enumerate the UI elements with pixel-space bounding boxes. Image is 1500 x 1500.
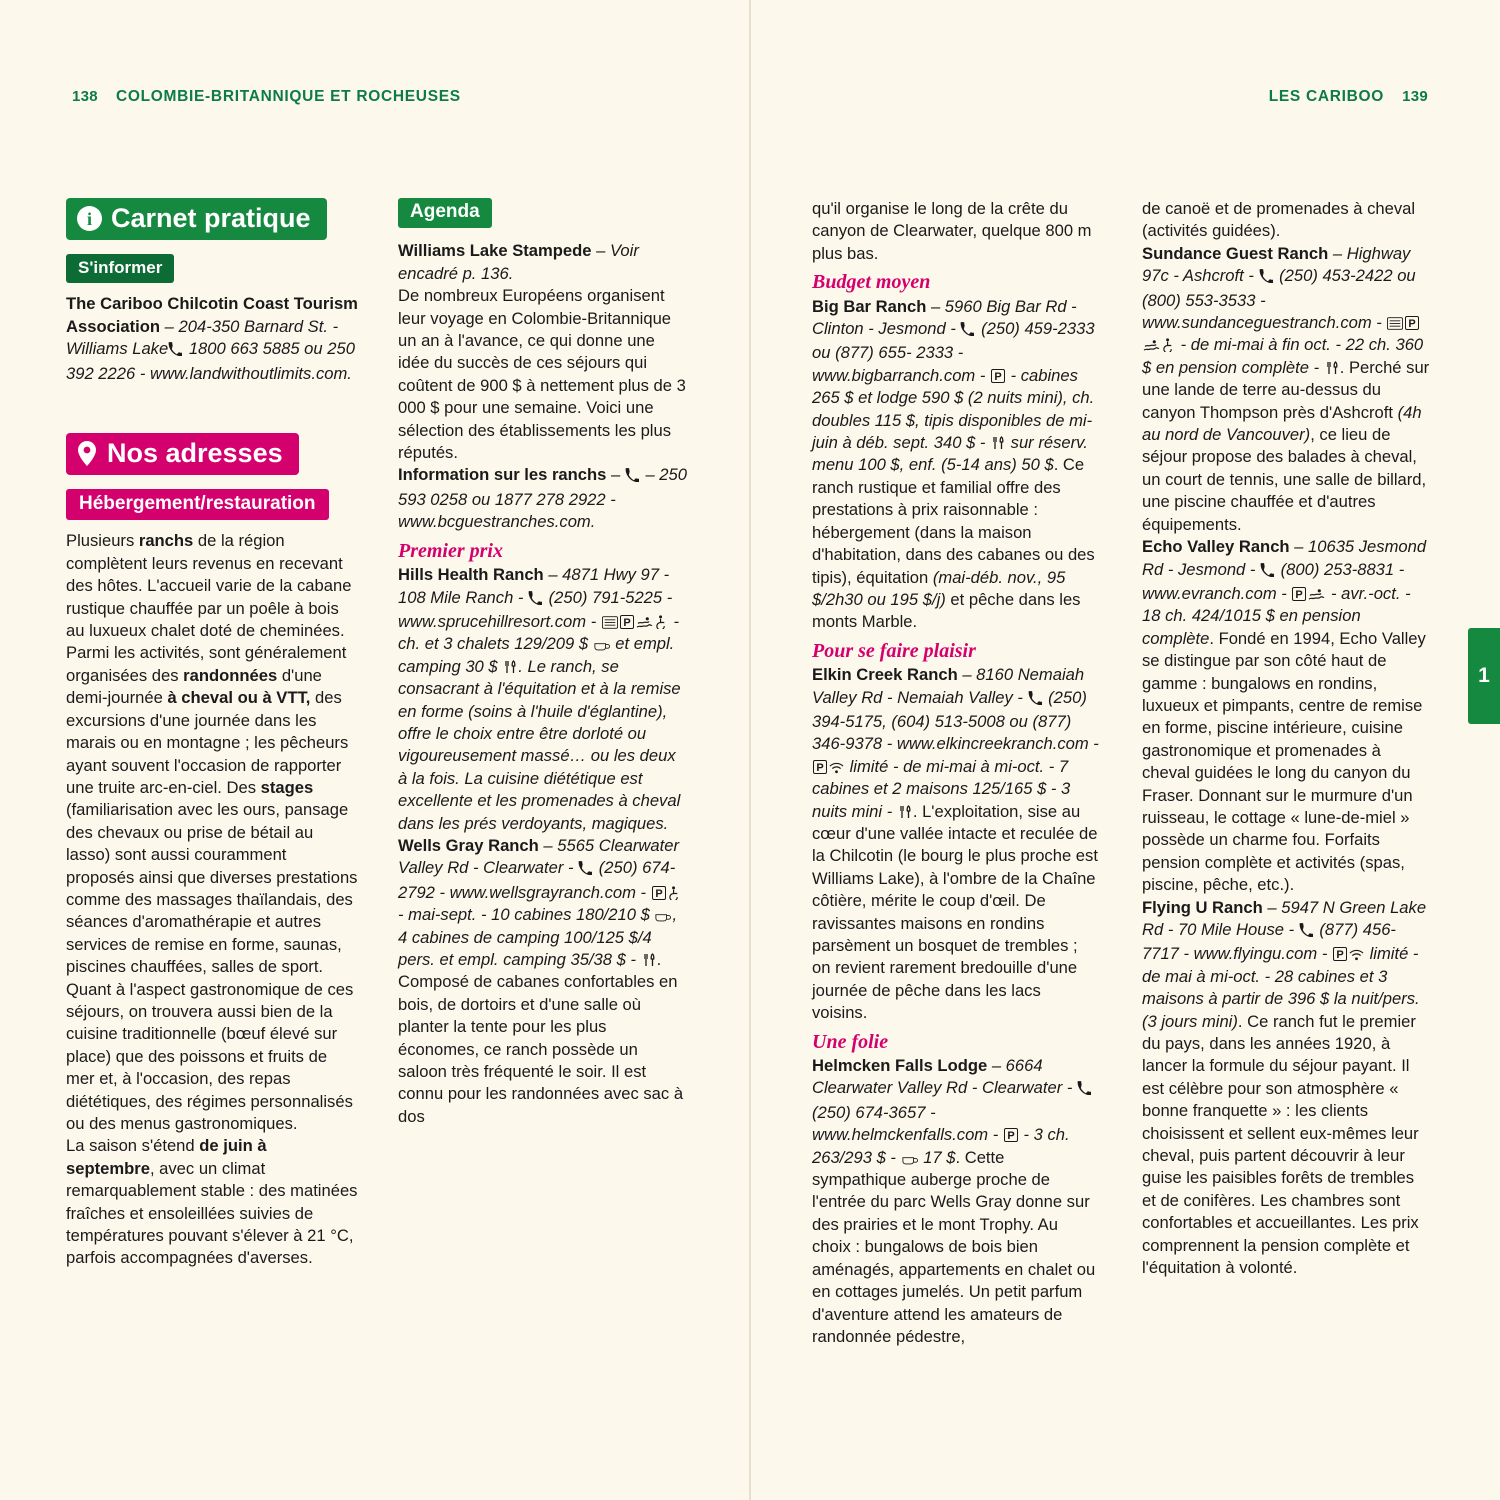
parking-icon (1405, 316, 1419, 330)
entry-williams-lake-stampede (398, 240, 688, 285)
echo-description: . Fondé en 1994, Echo Valley se distingue par son côté haut de gamme : bungalows en rondins, luxueux et pimpants, centre de remise en forme, piscine intérieure, cuisine gastronomique et promenades à cheval guidées le long du canyon du Fraser. Donnant sur le murmure d'un ruisseau, le cottage « lune-de-miel » possède un charme fou. Forfaits pension complète et activités (spas, piscine, pêche, etc.). (1142, 628, 1426, 895)
hills-description: . Le ranch, se consacrant à l'équitation et à la remise en forme (soins à l'huile d'églantine), offre le choix entre être dorloté ou vigoureusement massé… ou les deux à la fois. La cuisine diététique est excellente et les promenades à cheval dans les prés verdoyants, magiques. (398, 656, 681, 833)
phone-icon (1077, 1079, 1091, 1101)
text-frag-italic: limité - de mai à mi-oct. - 28 cabines et 3 maisons à partir de 396 $ la nuit/pers. (3 jours mini) (1142, 944, 1420, 1031)
info-icon: i (77, 206, 102, 231)
sundance-description: . Perché sur une lande de terre au-dessus du canyon Thompson près d'Ashcroft (1142, 357, 1430, 422)
svg-text:P: P (623, 616, 631, 629)
phone-icon (1299, 921, 1313, 943)
echo-name: Echo Valley Ranch (1142, 537, 1290, 557)
text-frag-italic: - 3 ch. 263/293 $ - (812, 1125, 1070, 1167)
entry-elkin-creek-ranch (812, 664, 1100, 1025)
subheading-hebergement: Hébergement/restauration (66, 489, 329, 520)
heading-carnet-pratique (66, 198, 327, 240)
breakfast-icon (594, 640, 610, 651)
rubric-pour-se-faire-plaisir: Pour se faire plaisir (812, 639, 976, 662)
runhead-left-title: COLOMBIE-BRITANNIQUE ET ROCHEUSES (115, 88, 461, 105)
entry-information-ranchs (398, 464, 688, 533)
phone-icon (625, 466, 639, 488)
text-frag-italic: – 5565 Clearwater Valley Rd - Clearwater - (398, 835, 680, 878)
phone-icon (1259, 267, 1273, 289)
sundance-name: Sundance Guest Ranch (1142, 243, 1329, 263)
column-2 (398, 198, 688, 1128)
column-3 (812, 198, 1100, 1348)
svg-text:P: P (1007, 1130, 1015, 1143)
running-head-right (1269, 88, 1428, 106)
text-frag: La saison s'étend (66, 1136, 200, 1156)
text-frag-italic: – 5960 Big Bar Rd - Clinton - Jesmond - (812, 296, 1077, 339)
bigbar-description-italic: (mai-déb. nov., 95 $/2h30 ou 195 $/j) (812, 567, 1066, 609)
text-frag-italic: – Highway 97c - Ashcroft - (1142, 243, 1411, 286)
elkin-description: . L'exploitation, sise au cœur d'une vallée intacte et reculée de la Chilcotin (le bourg le plus proche est Williams Lake), à l'ombre de la Chaîne côtière, mérite le coup d'œil. De ravissantes maisons en rondins parsèment un bosquet de trembles ; on revient rarement bredouille d'une journée de pêche dans les lacs voisins. (812, 801, 1098, 1023)
bigbar-description-end: et pêche dans les monts Marble. (812, 589, 1081, 632)
text-frag-italic: (250) 459-2333 ou (877) 655- 2333 - www.bigbarranch.com - (812, 319, 1095, 385)
text-frag-italic: - avr.-oct. - 18 ch. 424/1015 $ en pension complète (1142, 583, 1411, 648)
tourism-association-name: The Cariboo Chilcotin Coast Tourism Association (66, 294, 358, 336)
text-frag-italic: (250) 791-5225 - www.sprucehillresort.com - (398, 587, 673, 631)
text-frag-italic: 17 $ (918, 1147, 956, 1167)
swimming-pool-icon (1308, 588, 1325, 601)
entry-hills-health-ranch (398, 564, 688, 835)
svg-text:P: P (1295, 588, 1304, 601)
text-frag-italic: - cabines 265 $ et lodge 590 $ (2 nuits mini), ch. doubles 115 $, tipis disponibles de mi-juin à déb. sept. 340 $ - (812, 365, 1095, 453)
restaurant-icon (503, 660, 517, 674)
heading-nos-adresses-label: Nos adresses (107, 438, 283, 469)
elkin-name: Elkin Creek Ranch (812, 665, 958, 685)
text-frag: des excursions d'une journée dans les marais ou en montagne ; les pêcheurs ayant souvent l'occasion de rapporter une truite arc-en-ciel. Des (66, 688, 349, 797)
text-frag-italic: (250) 453-2422 ou (800) 553-3533 - www.sundanceguestranch.com - (1142, 266, 1416, 333)
svg-text:P: P (816, 761, 824, 774)
paragraph-continuation-wells: qu'il organise le long de la crête du canyon de Clearwater, quelque 800 m plus bas. (812, 199, 1092, 263)
phone-icon (528, 589, 542, 611)
text-frag-italic: – 5947 N Green Lake Rd - 70 Mile House - (1142, 897, 1427, 939)
text-frag: (familiarisation avec les ours, pansage des chevaux ou prise de bétail au lasso) sont aussi couramment proposés ainsi que diverses prestations comme des massages thaïlandais, des séances d'aromathérapie et autres services de remise en forme, saunas, piscines chauffées, salles de sport. Quant à l'aspect gastronomique de ces séjours, on trouvera aussi bien de la cuisine traditionnelle (bœuf élevé sur place) que des poissons et fruits de mer et, à l'occasion, des repas diététiques, des régimes personnalisés ou des menus gastronomiques. (66, 800, 358, 1133)
svg-text:P: P (994, 370, 1002, 383)
wheelchair-icon (668, 886, 681, 900)
wheelchair-icon (655, 615, 668, 629)
sundance-description-italic: (4h au nord de Vancouver) (1142, 402, 1422, 445)
breakfast-icon (902, 1154, 918, 1165)
text-frag-italic: et empl. camping 30 $ (398, 634, 675, 676)
runhead-right-title: LES CARIBOO (1268, 88, 1385, 105)
page-gutter (749, 0, 751, 1500)
svg-text:P: P (655, 887, 663, 900)
stampede-ref: – Voir encadré p. 136. (398, 241, 639, 283)
breakfast-icon (655, 911, 671, 922)
restaurant-icon (642, 953, 656, 967)
subheading-sinformer: S'informer (66, 254, 174, 283)
text-frag-bold: de juin à septembre (66, 1136, 267, 1178)
wells-description: . Composé de cabanes confortables en bois, de dortoirs et d'une salle où planter la tente pour les plus économes, ce ranch possède un saloon très fréquenté le soir. Il est connu pour les randonnées avec sac à dos (398, 950, 684, 1126)
helmcken-description: . Cette sympathique auberge proche de l'entrée du parc Wells Gray donne sur des prairies et le mont Trophy. Au choix : bungalows de bois bien aménagés, appartements en chalet ou en cottages jumelés. Un petit parfum d'aventure attend les amateurs de randonnée pédestre, (812, 1147, 1096, 1346)
info-ranchs-dash: – (606, 465, 625, 485)
text-frag-italic: (800) 253-8831 - www.evranch.com - (1142, 559, 1405, 603)
rubric-premier-prix: Premier prix (398, 539, 503, 562)
phone-icon (168, 340, 182, 362)
paragraph-saison (66, 1135, 358, 1269)
folio-right: 139 (1402, 88, 1428, 105)
info-ranchs-details: – 250 593 0258 ou 1877 278 2922 - www.bcguestranches.com. (398, 465, 687, 532)
paragraph-ranchs-intro (66, 530, 358, 1135)
entry-tourism-association (66, 293, 358, 385)
info-ranchs-name: Information sur les ranchs (398, 465, 607, 485)
rubric-budget-moyen: Budget moyen (812, 271, 931, 294)
text-frag-bold: randonnées (183, 665, 278, 685)
entry-sundance-guest-ranch (1142, 243, 1430, 536)
swimming-pool-icon (1143, 339, 1160, 352)
tourism-association-phone: 1800 663 5885 ou 250 392 2226 - www.landwithoutlimits.com. (66, 339, 355, 383)
heading-agenda: Agenda (398, 198, 492, 228)
text-frag-italic: (250) 394-5175, (604) 513-5008 ou (877) 346-9378 - www.elkincreekranch.com - (812, 687, 1099, 754)
entry-echo-valley-ranch (1142, 536, 1430, 897)
restaurant-icon (991, 436, 1005, 450)
phone-icon (1260, 561, 1274, 583)
chapter-thumb-tab: 1 (1468, 628, 1500, 724)
text-frag-italic: (877) 456-7717 - www.flyingu.com - (1142, 920, 1396, 964)
parking-icon (652, 886, 666, 900)
tv-icon (1387, 317, 1403, 330)
wifi-icon (1349, 949, 1364, 961)
rubric-une-folie: Une folie (812, 1030, 889, 1053)
parking-icon (991, 369, 1005, 383)
text-frag: , avec un climat remarquablement stable : des matinées fraîches et ensoleillées suivies de températures pouvant s'élever à 21 °C, parfois accompagnées d'averses. (66, 1158, 358, 1268)
helmcken-name: Helmcken Falls Lodge (812, 1056, 988, 1076)
text-frag-italic: – 6664 Clearwater Valley Rd - Clearwater - (812, 1056, 1077, 1098)
column-1 (66, 198, 358, 1270)
text-frag-italic: - mai-sept. - 10 cabines 180/210 $ (398, 905, 655, 925)
entry-wells-gray-ranch (398, 835, 688, 1128)
parking-icon (1333, 947, 1347, 961)
flying-description: . Ce ranch fut le premier du pays, dans les années 1920, à lancer la formule du séjour payant. Il est célèbre pour son atmosphère « bonne franquette » : les clients choisissent et sellent eux-mêmes leur cheval, puis partent découvrir à leur guise les paisibles forêts de trembles et de conifères. Les chambres sont confortables et accueillantes. Les prix comprennent la pension complète et l'équitation à volonté. (1142, 1011, 1419, 1278)
heading-carnet-pratique-label: Carnet pratique (111, 203, 311, 233)
sundance-description-end: , ce lieu de séjour propose des balades à cheval, un court de tennis, une salle de billard, une piscine chauffée et d'autres équipements. (1142, 425, 1427, 534)
text-frag-bold: à cheval ou à VTT, (167, 688, 311, 708)
text-frag-bold: ranchs (138, 531, 194, 551)
heading-nos-adresses (66, 433, 299, 475)
text-frag-italic: limité - de mi-mai à mi-oct. - 7 cabines et 2 maisons 125/165 $ - 3 nuits mini - (812, 756, 1071, 821)
stampede-name: Williams Lake Stampede (398, 241, 592, 261)
parking-icon (1004, 1128, 1018, 1142)
text-frag-italic: – 4871 Hwy 97 - 108 Mile Ranch - (398, 565, 670, 607)
bigbar-description: . Ce ranch rustique et familial offre des prestations à prix raisonnable : hébergement (dans la maison d'habitation, dans des cabanes ou des tipis), équitation (812, 455, 1095, 587)
entry-flying-u-ranch (1142, 897, 1430, 1280)
wifi-icon (829, 762, 844, 774)
phone-icon (1028, 689, 1042, 711)
parking-icon (813, 760, 827, 774)
tourism-association-address: – 204-350 Barnard St. - Williams Lake (66, 316, 339, 359)
svg-text:P: P (1408, 318, 1417, 331)
bigbar-name: Big Bar Ranch (812, 296, 927, 316)
text-frag-italic: - ch. et 3 chalets 129/209 $ (398, 611, 680, 654)
wheelchair-icon (1162, 338, 1175, 352)
column-4 (1142, 198, 1430, 1280)
map-pin-icon (77, 441, 98, 466)
text-frag-italic: , 4 cabines de camping 100/125 $/4 pers. et empl. camping 35/38 $ - (398, 905, 678, 969)
text-frag-italic: - de mi-mai à fin oct. - 22 ch. 360 $ en pension complète - (1142, 335, 1424, 377)
hills-name: Hills Health Ranch (398, 565, 544, 585)
phone-icon (960, 320, 974, 342)
tv-icon (602, 616, 618, 629)
text-frag-italic: sur réserv. menu 100 $, enf. (5-14 ans) 50 $ (812, 433, 1088, 475)
text-frag-italic: – 10635 Jesmond Rd - Jesmond - (1142, 537, 1427, 579)
running-head-left (72, 88, 461, 106)
phone-icon (578, 859, 592, 881)
entry-big-bar-ranch (812, 296, 1100, 634)
svg-text:P: P (1336, 949, 1344, 962)
text-frag: d'une demi-journée (66, 665, 322, 708)
flying-name: Flying U Ranch (1142, 897, 1263, 917)
paragraph-continuation-helmcken: de canoë et de promenades à cheval (activités guidées). (1142, 199, 1416, 241)
restaurant-icon (1325, 361, 1339, 375)
wells-name: Wells Gray Ranch (398, 835, 539, 855)
text-frag-italic: – 8160 Nemaiah Valley Rd - Nemaiah Valley - (812, 665, 1085, 707)
entry-helmcken-falls-lodge (812, 1055, 1100, 1348)
paragraph-europeens-intro: De nombreux Européens organisent leur voyage en Colombie-Britannique un an à l'avance, ce qui donne une idée du succès de ces séjours qui coûtent de 900 $ à nettement plus de 3 000 $ pour une semaine. Voici une sélection des établissements les plus réputés. (398, 286, 686, 463)
swimming-pool-icon (636, 616, 653, 629)
folio-left: 138 (72, 88, 98, 105)
text-frag: Plusieurs (66, 531, 139, 551)
text-frag-italic: (250) 674-2792 - www.wellsgrayranch.com - (398, 858, 676, 902)
parking-icon (1292, 587, 1306, 601)
restaurant-icon (898, 805, 912, 819)
text-frag-italic: (250) 674-3657 - www.helmckenfalls.com - (812, 1102, 1003, 1145)
text-frag: de la région complètent leurs revenus en recevant des hôtes. L'accueil varie de la cabane rustique chauffée par un poêle à bois au luxueux chalet doté de cheminées. Parmi les activités, sont généralement organisées des (66, 531, 352, 685)
parking-icon (620, 615, 634, 629)
text-frag-bold: stages (260, 777, 314, 797)
